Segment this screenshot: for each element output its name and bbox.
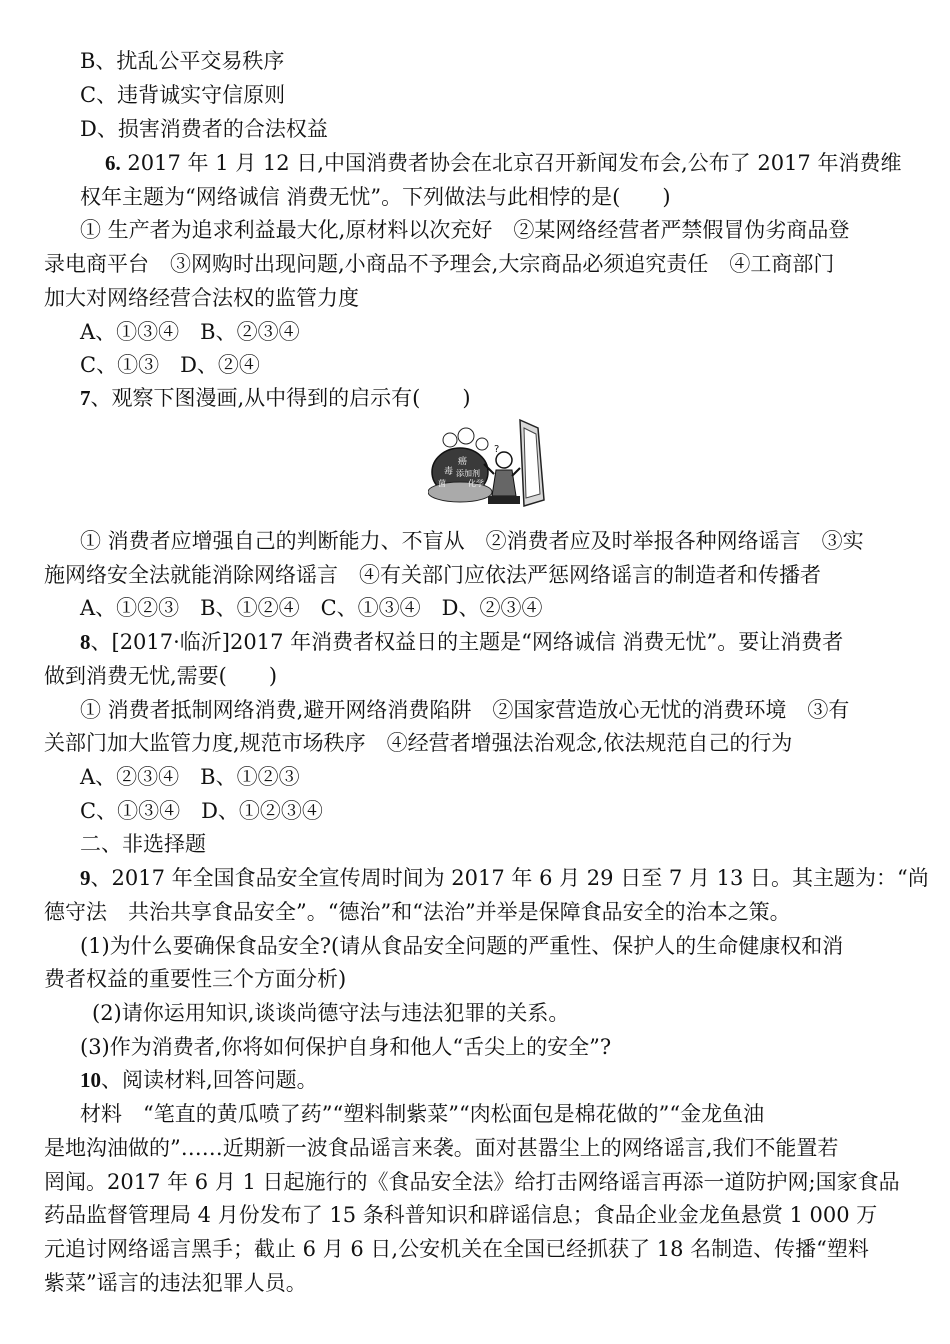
cartoon-label-du: 毒 bbox=[444, 467, 454, 477]
material-line6: 紫菜”谣言的违法犯罪人员。 bbox=[44, 1271, 307, 1295]
q7-stem-text: 、观察下图漫画,从中得到的启示有( ) bbox=[90, 386, 471, 410]
material-line4: 药品监督管理局 4 月份发布了 15 条科普知识和辟谣信息；食品企业金龙鱼悬赏 1 000 万 bbox=[44, 1203, 878, 1227]
material-line5: 元追讨网络谣言黑手；截止 6 月 6 日,公安机关在全国已经抓获了 18 名制造、传播“塑料 bbox=[44, 1237, 869, 1261]
cartoon-label-chemical: 化学 bbox=[468, 479, 484, 488]
cartoon-label-ai: 癌 bbox=[458, 457, 468, 467]
q8-stem-line1 bbox=[80, 628, 843, 656]
svg-text:?: ? bbox=[494, 444, 500, 455]
q8-stem-line2: 做到消费无忧,需要( ) bbox=[44, 664, 278, 688]
q8-options-line2: 关部门加大监管力度,规范市场秩序 ④经营者增强法治观念,依法规范自己的行为 bbox=[44, 731, 793, 755]
q8-choices-line1: A、②③④ B、①②③ bbox=[80, 765, 300, 789]
section-two-heading: 二、非选择题 bbox=[80, 832, 206, 856]
q5-option-d: D、损害消费者的合法权益 bbox=[80, 117, 328, 141]
q9-stem-line2: 德守法 共治共享食品安全”。“德治”和“法治”并举是保障食品安全的治本之策。 bbox=[44, 900, 791, 924]
material-line3: 罔闻。2017 年 6 月 1 日起施行的《食品安全法》给打击网络谣言再添一道防护网;国家食品 bbox=[44, 1170, 900, 1194]
q6-options-line1: ① 生产者为追求利益最大化,原材料以次充好 ②某网络经营者严禁假冒伪劣商品登 bbox=[80, 218, 850, 242]
q10-number: 10 bbox=[80, 1068, 101, 1092]
q5-option-b: B、扰乱公平交易秩序 bbox=[80, 49, 285, 73]
q9-sub2: (2)请你运用知识,谈谈尚德守法与违法犯罪的关系。 bbox=[92, 1001, 570, 1025]
q6-number: 6. bbox=[105, 151, 121, 175]
q8-stem-text: 、[2017·临沂]2017 年消费者权益日的主题是“网络诚信 消费无忧”。要让消费者 bbox=[90, 630, 844, 654]
q7-stem bbox=[80, 384, 471, 412]
q6-choices-line2: C、①③ D、②④ bbox=[80, 353, 260, 377]
q8-number: 8 bbox=[80, 630, 91, 654]
material-line1: 材料 “笔直的黄瓜喷了药”“塑料制紫菜”“肉松面包是棉花做的”“金龙鱼油 bbox=[80, 1102, 765, 1126]
q8-options-line1: ① 消费者抵制网络消费,避开网络消费陷阱 ②国家营造放心无忧的消费环境 ③有 bbox=[80, 698, 850, 722]
q10-stem-text: 、阅读材料,回答问题。 bbox=[101, 1068, 318, 1092]
q6-options-line2: 录电商平台 ③网购时出现问题,小商品不予理会,大宗商品必须追究责任 ④工商部门 bbox=[44, 252, 835, 276]
cartoon-label-additive: 添加剂 bbox=[456, 469, 480, 478]
q6-stem-text: 2017 年 1 月 12 日,中国消费者协会在北京召开新闻发布会,公布了 2017 年消费维 bbox=[120, 151, 902, 175]
q6-stem-line1 bbox=[105, 149, 901, 177]
cartoon-image bbox=[428, 414, 552, 512]
q9-stem-line1 bbox=[80, 864, 929, 892]
q9-number: 9 bbox=[80, 866, 91, 890]
q9-sub3: (3)作为消费者,你将如何保护自身和他人“舌尖上的安全”? bbox=[80, 1035, 612, 1059]
q7-options-line1: ① 消费者应增强自己的判断能力、不盲从 ②消费者应及时举报各种网络谣言 ③实 bbox=[80, 529, 864, 553]
q6-choices-line1: A、①③④ B、②③④ bbox=[80, 320, 300, 344]
q9-sub1-line1: (1)为什么要确保食品安全?(请从食品安全问题的严重性、保护人的生命健康权和消 bbox=[80, 934, 844, 958]
q7-choices: A、①②③ B、①②④ C、①③④ D、②③④ bbox=[80, 596, 543, 620]
material-line2: 是地沟油做的”……近期新一波食品谣言来袭。面对甚嚣尘上的网络谣言,我们不能置若 bbox=[44, 1136, 839, 1160]
q9-sub1-line2: 费者权益的重要性三个方面分析) bbox=[44, 967, 347, 991]
q9-stem-text: 、2017 年全国食品安全宣传周时间为 2017 年 6 月 29 日至 7 月 13 日。其主题为：“尚 bbox=[90, 866, 929, 890]
q5-option-c: C、违背诚实守信原则 bbox=[80, 83, 286, 107]
q8-choices-line2: C、①③④ D、①②③④ bbox=[80, 799, 323, 823]
q6-stem-line2: 权年主题为“网络诚信 消费无忧”。下列做法与此相悖的是( ) bbox=[80, 185, 671, 209]
q7-number: 7 bbox=[80, 386, 91, 410]
q7-options-line2: 施网络安全法就能消除网络谣言 ④有关部门应依法严惩网络谣言的制造者和传播者 bbox=[44, 563, 821, 587]
q6-options-line3: 加大对网络经营合法权的监管力度 bbox=[44, 286, 359, 310]
cartoon-label-germ: 菌 bbox=[438, 479, 446, 488]
q10-stem bbox=[80, 1066, 318, 1094]
